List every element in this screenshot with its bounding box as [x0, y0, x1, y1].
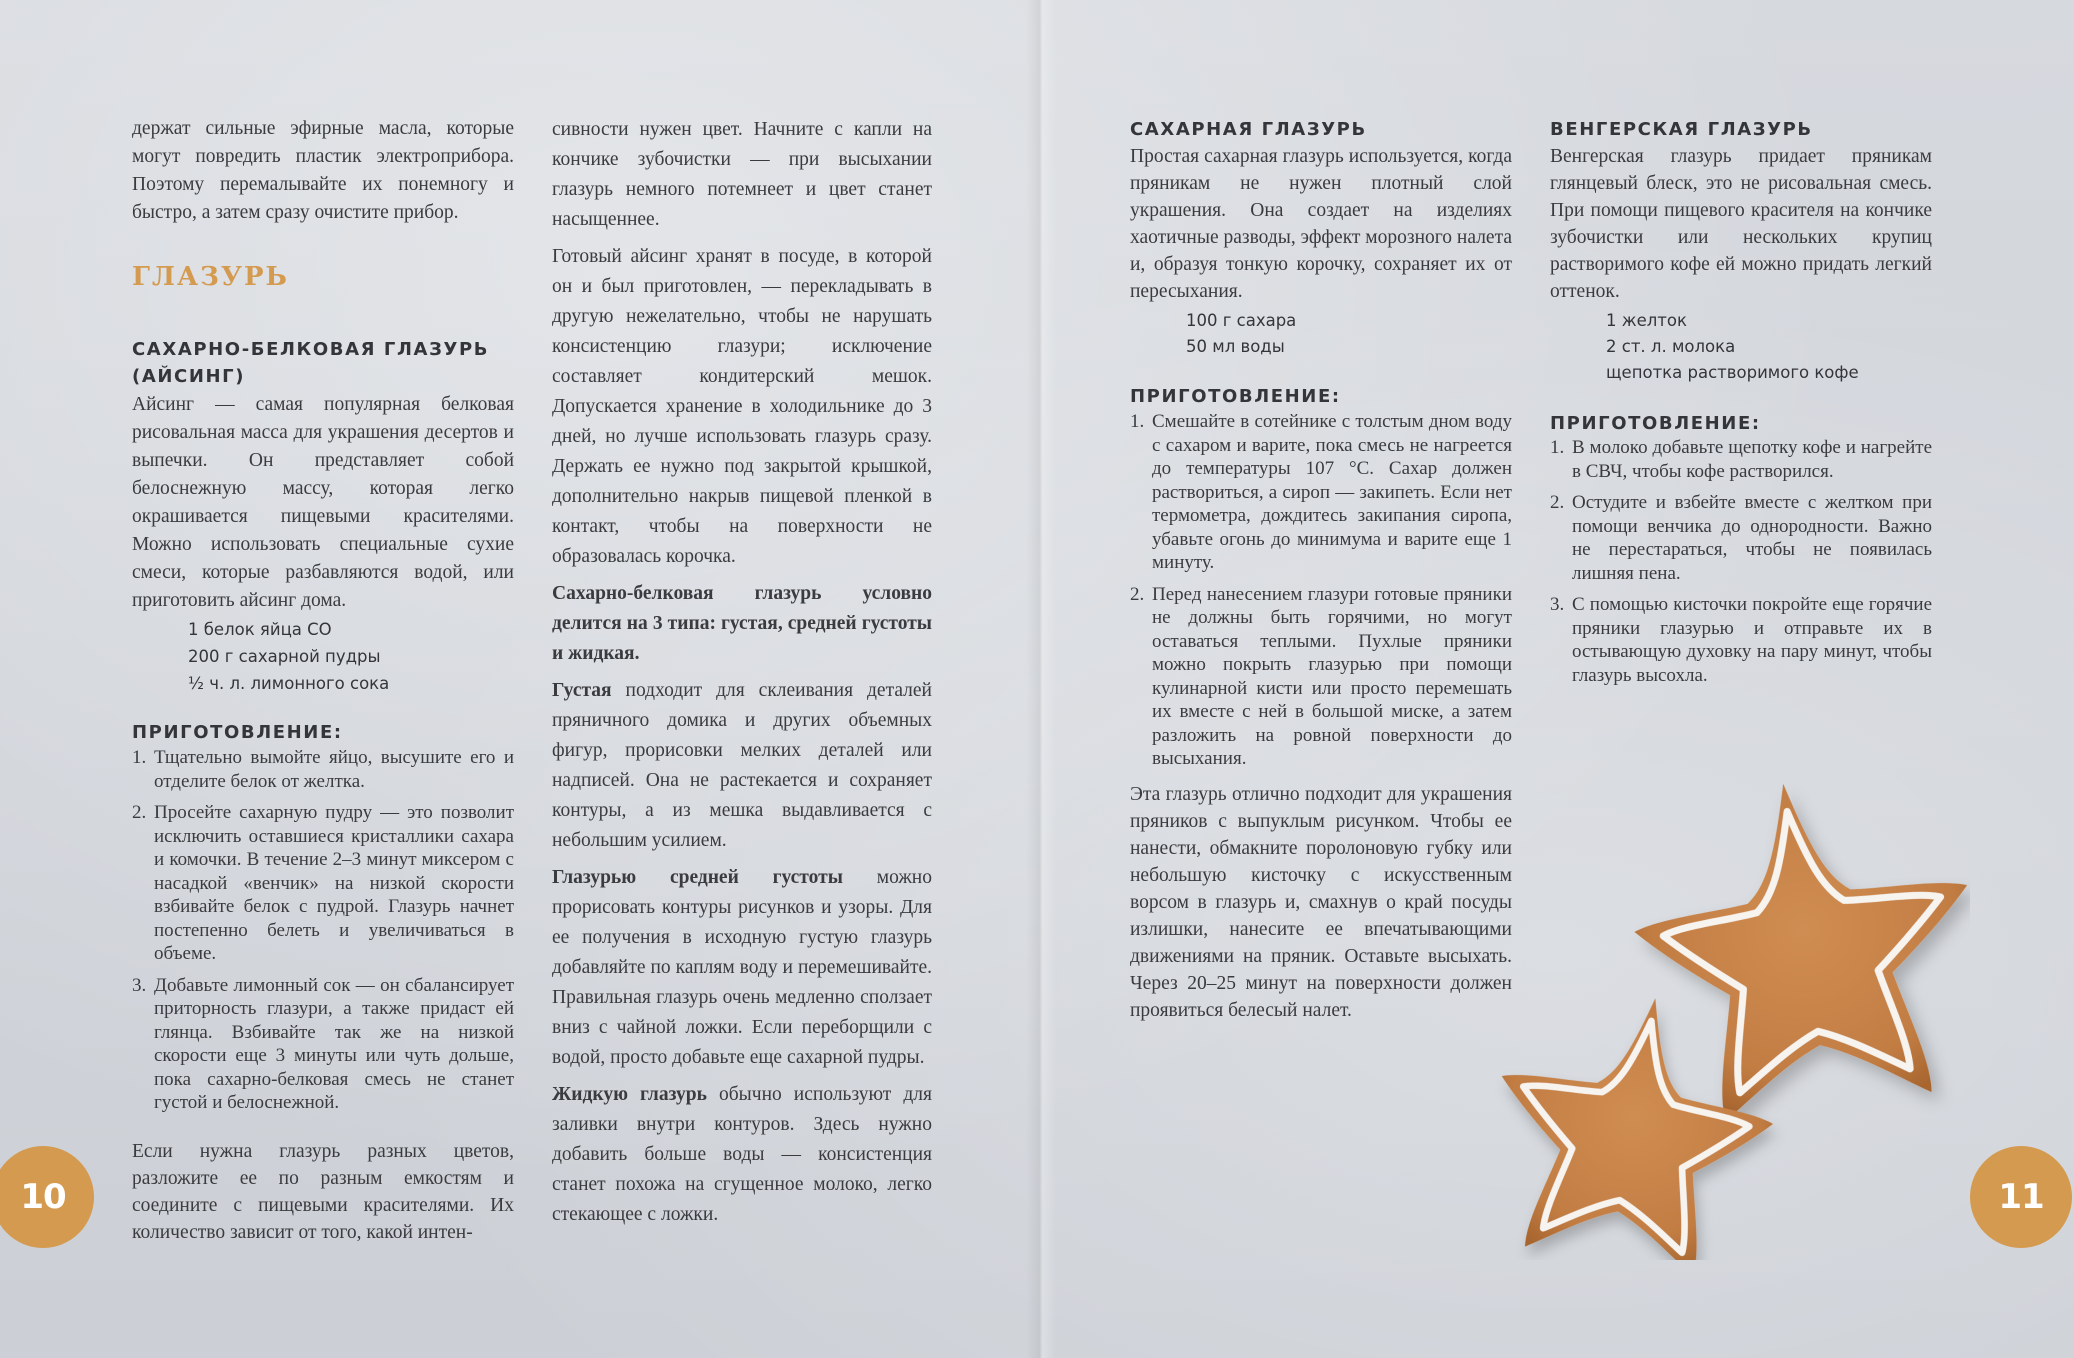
- step-text: В молоко добавьте щепотку кофе и нагрейте в СВЧ, чтобы кофе растворился.: [1572, 437, 1932, 482]
- paragraph-liquid: [552, 1080, 932, 1230]
- recipe-title-hungarian: ВЕНГЕРСКАЯ ГЛАЗУРЬ: [1550, 119, 1813, 140]
- ingredient-item: 50 мл воды: [1186, 337, 1285, 356]
- step-number: 2.: [1130, 583, 1145, 605]
- steps-list-aising: [132, 746, 514, 1123]
- steps-list-hungarian: [1550, 436, 1932, 695]
- recipe-description-aising: Айсинг — самая популярная белковая рисовальная масса для украшения десертов и выпечки. Он представляет собой белоснежную массу, которая легко окрашивается пищевыми красителями. Можно использовать специальные сухие смеси, которые разбавляются водой, или приготовить айсинг дома.: [132, 394, 514, 611]
- method-title-hungarian: ПРИГОТОВЛЕНИЕ:: [1550, 413, 1761, 434]
- step-item: [1550, 491, 1932, 585]
- ingredient-item: щепотка растворимого кофе: [1606, 363, 1859, 382]
- step-number: 1.: [1550, 437, 1565, 458]
- step-item: [132, 746, 514, 793]
- step-text: Добавьте лимонный сок — он сбалансирует приторность глазури, а также придаст ей глянца. Взбивайте так же на низкой скорости еще 3 минуты или чуть дольше, пока сахарно-белковая смесь не станет густой и белоснежной.: [154, 974, 514, 1113]
- step-item: [132, 974, 514, 1115]
- step-number: 3.: [1550, 594, 1565, 615]
- paragraph-medium: [552, 863, 932, 1073]
- method-title-aising: ПРИГОТОВЛЕНИЕ:: [132, 722, 343, 743]
- step-number: 2.: [1550, 492, 1565, 513]
- step-text: С помощью кисточки покройте еще горячие пряники глазурью и отправьте их в остывающую духовку на пару минут, чтобы глазурь высохла.: [1572, 594, 1932, 686]
- step-number: 1.: [132, 747, 147, 768]
- ingredient-item: 1 белок яйца СО: [188, 620, 332, 639]
- step-text: Перед нанесением глазури готовые пряники не должны быть горячими, но могут оставаться теплыми. Пухлые пряники можно покрыть глазурью при помощи кулинарной кисти или просто перемешать их вместе с ней в большой миске, а затем разложить на ровной поверхности до высыхания.: [1152, 583, 1512, 769]
- liquid-text: обычно используют для заливки внутри контуров. Здесь нужно добавить больше воды — консистенция станет похожа на сгущенное молоко, легко стекающее с ложки.: [552, 1084, 932, 1225]
- step-item: [1550, 593, 1932, 687]
- ingredient-item: 2 ст. л. молока: [1606, 337, 1736, 356]
- step-number: 3.: [132, 974, 147, 996]
- step-item: [1130, 583, 1512, 771]
- liquid-bold: Жидкую глазурь: [552, 1084, 707, 1105]
- recipe-title-sugar: САХАРНАЯ ГЛАЗУРЬ: [1130, 119, 1367, 140]
- step-text: Просейте сахарную пудру — это позволит исключить оставшиеся кристаллики сахара и комочки. В течение 2–3 минут миксером с насадкой «венчик» на низкой скорости взбивайте белок с пудрой. Глазурь начнет постепенно белеть и увеличиваться в объеме.: [154, 802, 514, 964]
- ingredient-item: 100 г сахара: [1186, 311, 1297, 330]
- step-item: [1550, 436, 1932, 483]
- gingerbread-stars-image: [1490, 780, 1970, 1260]
- recipe-description-hungarian: Венгерская глазурь придает пряникам глянцевый блеск, это не рисовальная смесь. При помощи пищевого красителя на кончике зубочистки или нескольких крупиц растворимого кофе ей можно придать легкий оттенок.: [1550, 146, 1932, 302]
- paragraph-color-intensity: сивности нужен цвет. Начните с капли на кончике зубочистки — при высыхании глазурь немного потемнеет и цвет станет насыщеннее.: [552, 119, 932, 230]
- intro-paragraph: держат сильные эфирные масла, которые могут повредить пластик электроприбора. Поэтому перемалывайте их понемногу и быстро, а затем сразу очистите прибор.: [132, 118, 514, 223]
- star-cookie-large: [1617, 780, 1970, 1130]
- recipe-description-sugar: Простая сахарная глазурь используется, когда пряникам не нужен плотный слой украшения. Она создает на изделиях хаотичные разводы, эффект морозного налета и, образуя тонкую корочку, сохраняет их от пересыхания.: [1130, 146, 1512, 302]
- page-number-badge-left: 10: [0, 1146, 94, 1248]
- step-item: [1130, 410, 1512, 575]
- thick-text: подходит для склеивания деталей пряничного домика и других объемных фигур, прорисовки мелких деталей или надписей. Она не растекается и сохраняет контуры, а из мешка выдавливается с небольшим усилием.: [552, 680, 932, 851]
- step-number: 2.: [132, 802, 147, 823]
- ingredients-list-sugar: [1186, 308, 1296, 360]
- paragraph-thick: [552, 676, 932, 856]
- medium-bold: Глазурью средней густоты: [552, 867, 843, 888]
- method-title-sugar: ПРИГОТОВЛЕНИЕ:: [1130, 386, 1341, 407]
- section-title: ГЛАЗУРЬ: [132, 262, 289, 292]
- page-number-badge-right: 11: [1970, 1146, 2072, 1248]
- step-number: 1.: [1130, 411, 1145, 432]
- step-text: Остудите и взбейте вместе с желтком при помощи венчика до однородности. Важно не перестараться, чтобы не появилась лишняя пена.: [1572, 492, 1932, 584]
- step-text: Смешайте в сотейнике с толстым дном воду с сахаром и варите, пока смесь не нагреется до температуры 107 °С. Сахар должен раствориться, а сироп — закипеть. Если нет термометра, дождитесь закипания сиропа, убавьте огонь до минимума и варите еще 1 минуту.: [1152, 411, 1512, 573]
- types-bold: Сахарно-белковая глазурь условно делится на 3 типа: густая, средней густоты и жидкая.: [552, 583, 932, 664]
- paragraph-types: [552, 579, 932, 669]
- outro-paragraph: Если нужна глазурь разных цветов, разложите ее по разным емкостям и соедините с пищевыми красителями. Их количество зависит от того, какой интен-: [132, 1141, 514, 1243]
- steps-list-sugar: [1130, 410, 1512, 779]
- page-gutter: [1026, 0, 1056, 1358]
- medium-text: можно прорисовать контуры рисунков и узоры. Для ее получения в исходную густую глазурь добавляйте по каплям воду и перемешивайте. Правильная глазурь очень медленно сползает вниз с чайной ложки. Если переборщили с водой, просто добавьте еще сахарной пудры.: [552, 867, 932, 1068]
- thick-bold: Густая: [552, 680, 612, 701]
- step-text: Тщательно вымойте яйцо, высушите его и отделите белок от желтка.: [154, 747, 514, 792]
- ingredient-item: 200 г сахарной пудры: [188, 647, 381, 666]
- ingredient-item: 1 желток: [1606, 311, 1687, 330]
- application-paragraph: Эта глазурь отлично подходит для украшения пряников с выпуклым рисунком. Чтобы ее нанести, обмакните поролоновую губку или небольшую кисточку с искусственным ворсом в глазурь и, смахнув о край посуды излишки, нанесите ее впечатывающими движениями на пряник. Оставьте высыхать. Через 20–25 минут на поверхности должен проявиться белесый налет.: [1130, 784, 1512, 1021]
- ingredients-list-hungarian: [1606, 308, 1859, 386]
- paragraph-storage: Готовый айсинг хранят в посуде, в которой он и был приготовлен, — перекладывать в другую нежелательно, чтобы не нарушать консистенцию глазури; исключение составляет кондитерский мешок. Допускается хранение в холодильнике до 3 дней, но лучше использовать глазурь сразу. Держать ее нужно под закрытой крышкой, дополнительно накрыв пищевой пленкой в контакт, чтобы на поверхности не образовалась корочка.: [552, 246, 932, 567]
- step-item: [132, 801, 514, 966]
- column-2-text: [552, 115, 932, 1237]
- ingredient-item: ½ ч. л. лимонного сока: [188, 674, 390, 693]
- recipe-title-aising: САХАРНО-БЕЛКОВАЯ ГЛАЗУРЬ (АЙСИНГ): [132, 339, 490, 387]
- ingredients-list-aising: [188, 616, 389, 697]
